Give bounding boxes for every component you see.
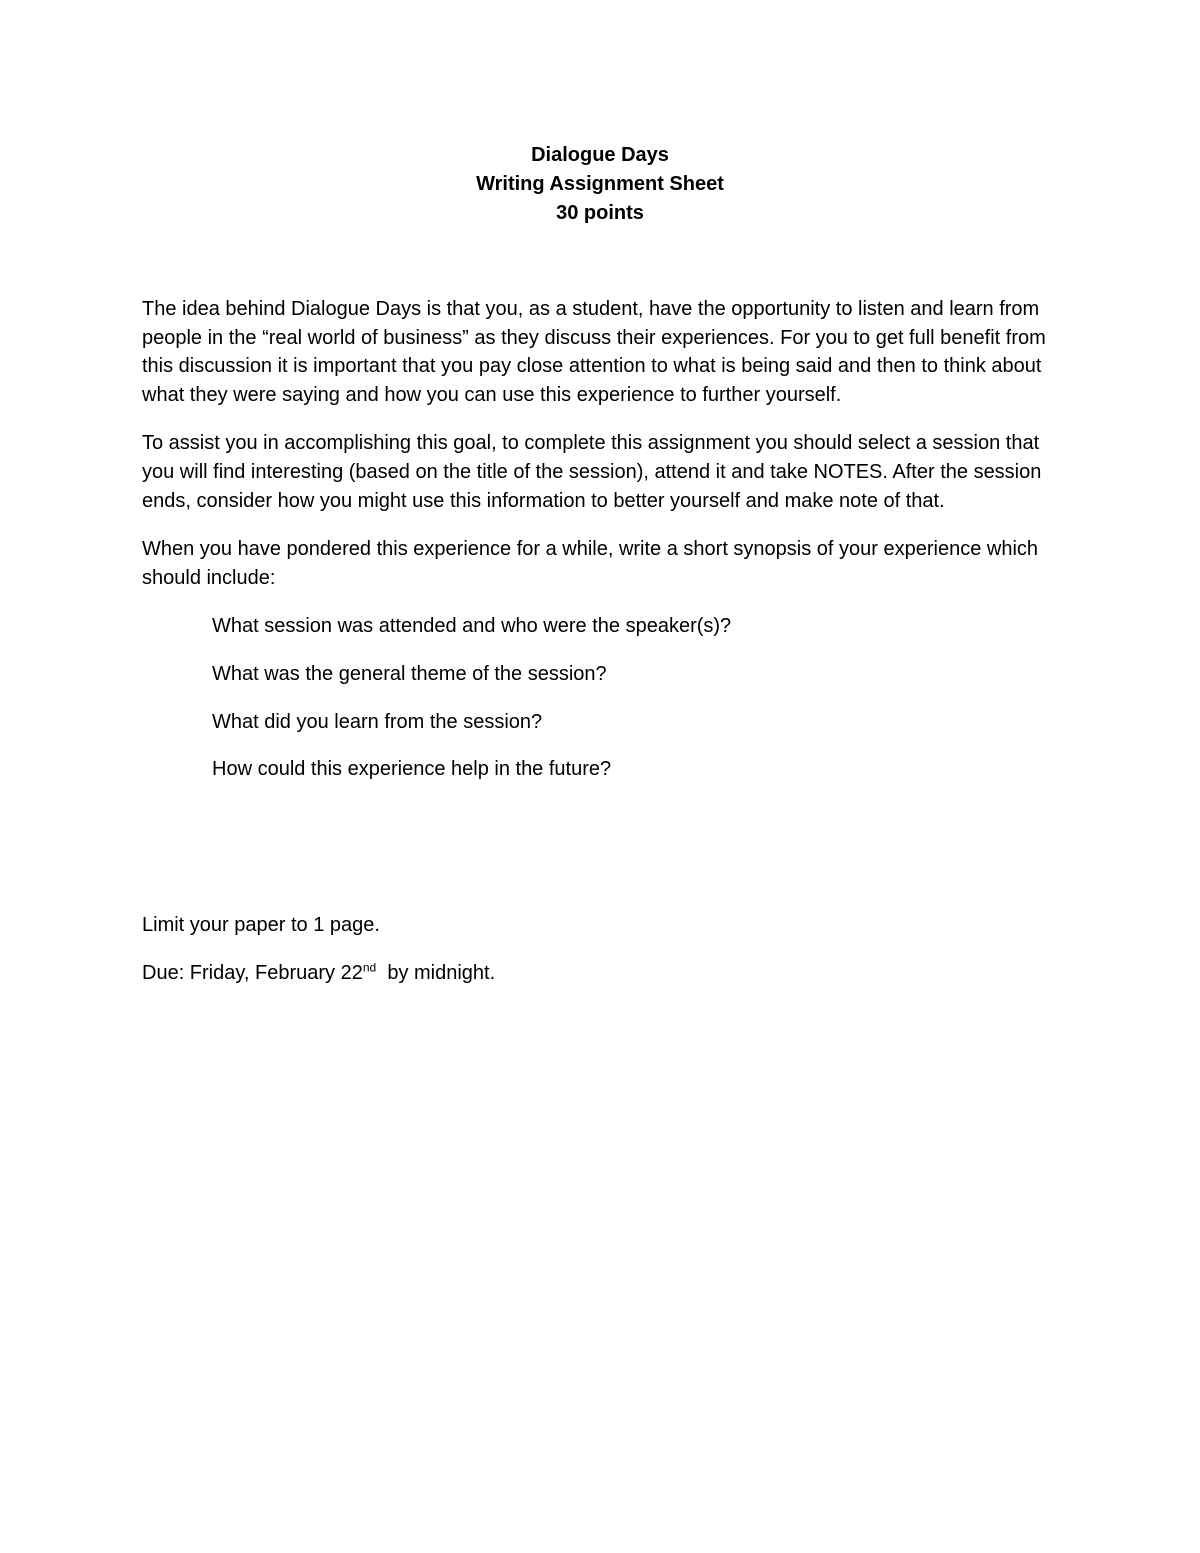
due-date-text: Due: Friday, February 22 bbox=[142, 961, 363, 984]
document-body bbox=[142, 295, 1072, 803]
paragraph-instructions: To assist you in accomplishing this goal, to complete this assignment you should select a session that you will find interesting (based on the title of the session), attend it and take NOTES. After the session ends, consider how you might use this information to better yourself and make note of that. bbox=[142, 432, 1042, 512]
paragraph-synopsis: When you have pondered this experience for a while, write a short synopsis of your experience which should include: bbox=[142, 538, 1039, 589]
question-item: What did you learn from the session? bbox=[212, 710, 543, 733]
question-list bbox=[212, 612, 1072, 783]
due-date-note bbox=[142, 959, 1072, 988]
document-footer bbox=[142, 911, 1072, 1006]
question-item: How could this experience help in the future? bbox=[212, 758, 612, 781]
question-item: What was the general theme of the session? bbox=[212, 662, 607, 685]
document-title: Dialogue Days bbox=[531, 144, 669, 166]
document-header bbox=[0, 141, 1200, 228]
due-date-ordinal: nd bbox=[362, 959, 377, 974]
points-label: 30 points bbox=[556, 202, 644, 224]
page-limit-note: Limit your paper to 1 page. bbox=[142, 914, 380, 936]
question-item: What session was attended and who were the speaker(s)? bbox=[212, 615, 732, 638]
paragraph-intro: The idea behind Dialogue Days is that you, as a student, have the opportunity to listen and learn from people in the “real world of business” as they discuss their experiences. For you to get full benefit from this discussion it is important that you pay close attention to what is being said and then to think about what they were saying and how you can use this experience to further yourself. bbox=[142, 298, 1046, 406]
due-date-rest: by midnight. bbox=[376, 961, 496, 984]
document-subtitle: Writing Assignment Sheet bbox=[476, 173, 724, 195]
